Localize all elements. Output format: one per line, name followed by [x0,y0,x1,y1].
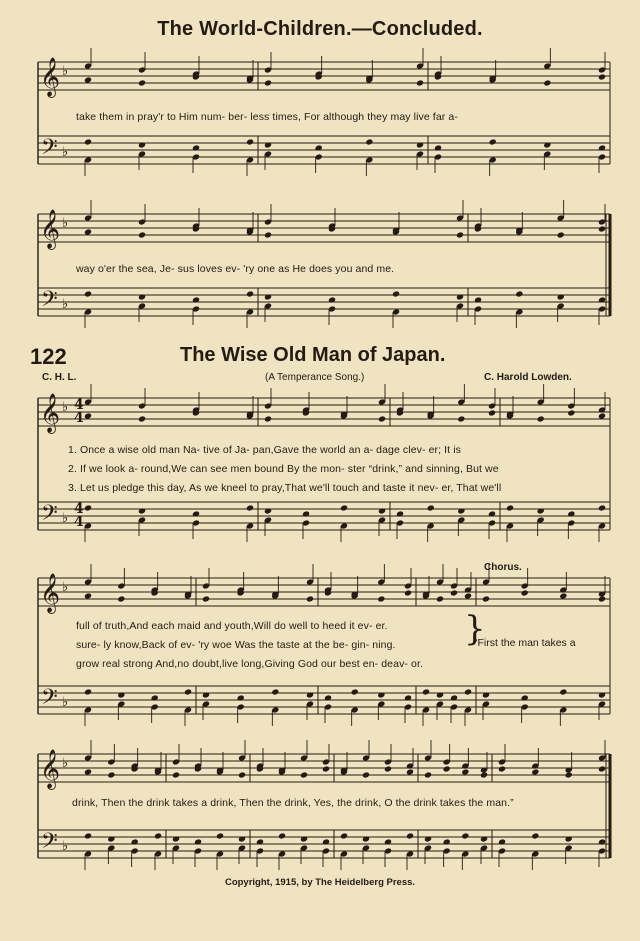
note-head [107,835,115,842]
treble-clef-icon: 𝄞 [40,749,61,789]
note-head [434,144,442,151]
treble-clef-icon: 𝄞 [40,209,61,249]
note-head [278,832,286,839]
note-head [457,507,465,514]
note-head [300,835,308,842]
note-head [264,293,272,300]
note-head [362,771,370,778]
note-head [202,691,210,698]
note-head [256,838,264,845]
note-head [264,79,272,86]
note-head [515,290,523,297]
note-head [392,290,400,297]
note-head [416,141,424,148]
note-head [340,504,348,511]
note-head [521,589,529,596]
verse-3-line-1: 3. Let us pledge this day, As we kneel to pray,That we'll touch and taste it nev- er, That we'll [68,482,502,494]
note-head [117,691,125,698]
note-head [84,592,92,599]
note-head [498,765,506,772]
note-head [151,694,159,701]
note-head [192,296,200,303]
copyright-notice: Copyright, 1915, by The Heidelberg Press. [224,877,416,888]
note-head [84,138,92,145]
note-head [461,768,469,775]
note-head [117,595,125,602]
note-head [328,296,336,303]
note-head [565,771,573,778]
note-head [537,415,545,422]
flat-icon: ♭ [62,216,69,231]
note-head [362,835,370,842]
treble-clef-icon: 𝄞 [40,573,61,613]
note-head [84,290,92,297]
note-head [138,507,146,514]
note-head [306,595,314,602]
note-head [264,415,272,422]
verse-2-line-2: sure- ly know,Back of ev- 'ry woe Was the taste at the be- gin- ning. [76,639,396,651]
note-head [84,768,92,775]
note-head [84,228,92,235]
note-head [172,835,180,842]
note-head [192,144,200,151]
flat-icon: ♭ [62,695,69,710]
flat-icon: ♭ [62,511,69,526]
note-head [138,141,146,148]
note-head [365,138,373,145]
note-head [306,691,314,698]
flat-icon: ♭ [62,400,69,415]
flat-icon: ♭ [62,756,69,771]
note-head [138,79,146,86]
flat-icon: ♭ [62,64,69,79]
note-head [264,231,272,238]
note-head [488,510,496,517]
note-head [322,838,330,845]
note-head [246,138,254,145]
note-head [202,595,210,602]
note-head [598,838,606,845]
note-head [480,771,488,778]
note-head [456,293,464,300]
note-head [559,592,567,599]
note-head [557,231,565,238]
time-signature: 4 [74,397,84,413]
note-head [271,688,279,695]
note-head [322,765,330,772]
note-head [264,507,272,514]
note-head [192,510,200,517]
note-head [427,504,435,511]
note-head [559,688,567,695]
bass-clef-icon: 𝄢 [41,685,58,715]
note-head [436,595,444,602]
note-head [216,832,224,839]
chorus-label: Chorus. [484,562,522,573]
chorus-lyric-line: drink, Then the drink takes a drink, Then the drink, Yes, the drink, O the drink takes the man.” [72,797,514,809]
note-head [598,412,606,419]
note-head [131,838,139,845]
note-head [238,835,246,842]
note-head [406,832,414,839]
note-head [264,141,272,148]
note-head [422,688,430,695]
note-head [565,835,573,842]
bass-clef-icon: 𝄢 [41,287,58,317]
note-head [84,76,92,83]
note-head [482,595,490,602]
note-head [506,504,514,511]
note-head [598,144,606,151]
note-head [246,504,254,511]
hymn-title: The Wise Old Man of Japan. [180,344,446,366]
time-signature: 4 [74,410,84,426]
note-head [474,296,482,303]
verse-brace: } [464,609,486,649]
hymn-subtitle: (A Temperance Song.) [265,372,365,383]
note-head [488,409,496,416]
note-head [531,832,539,839]
note-head [84,412,92,419]
note-head [543,79,551,86]
note-head [450,589,458,596]
composer-credit: C. Harold Lowden. [484,372,572,383]
note-head [406,768,414,775]
note-head [424,835,432,842]
note-head [378,415,386,422]
note-head [567,409,575,416]
note-head [84,504,92,511]
note-head [461,832,469,839]
note-head [238,771,246,778]
treble-clef-icon: 𝄞 [40,393,61,433]
note-head [464,688,472,695]
note-head [384,838,392,845]
note-head [154,832,162,839]
lyricist-credit: C. H. L. [42,372,77,383]
note-head [377,691,385,698]
note-head [543,141,551,148]
note-head [404,694,412,701]
note-head [436,691,444,698]
flat-icon: ♭ [62,297,69,312]
note-head [384,765,392,772]
note-head [450,694,458,701]
note-head [482,691,490,698]
note-head [416,79,424,86]
note-head [377,595,385,602]
note-head [194,838,202,845]
note-head [521,694,529,701]
note-head [324,694,332,701]
note-head [498,838,506,845]
lyric-line: way o'er the sea, Je- sus loves ev- 'ry one as He does you and me. [76,263,395,275]
note-head [378,507,386,514]
hymn-number: 122 [30,344,67,369]
verse-2-line-1: 2. If we look a- round,We can see men bound By the mon- ster “drink,” and sinning, But we [68,463,499,475]
note-head [138,415,146,422]
note-head [598,225,606,232]
note-head [340,832,348,839]
note-head [598,73,606,80]
time-signature: 4 [74,514,84,530]
note-head [315,144,323,151]
note-head [598,504,606,511]
note-head [531,768,539,775]
time-signature: 4 [74,501,84,517]
chorus-start-lyric: “First the man takes a [474,637,576,649]
note-head [138,293,146,300]
note-head [84,688,92,695]
note-head [598,765,606,772]
note-head [537,507,545,514]
note-head [443,765,451,772]
bass-clef-icon: 𝄢 [41,135,58,165]
flat-icon: ♭ [62,145,69,160]
page-title: The World-Children.—Concluded. [157,18,483,40]
verse-3-line-2: grow real strong And,no doubt,live long,Giving God our best en- deav- or. [76,658,424,670]
note-head [184,688,192,695]
lyric-line: take them in pray'r to Him num- ber- less times, For although they may live far a- [76,111,458,123]
verse-1-line-1: 1. Once a wise old man Na- tive of Ja- pan,Gave the world an a- dage clev- er; It is [68,444,461,456]
bass-clef-icon: 𝄢 [41,829,58,859]
note-head [557,293,565,300]
flat-icon: ♭ [62,580,69,595]
flat-icon: ♭ [62,839,69,854]
verse-1-line-2: full of truth,And each maid and youth,Will do well to heed it ev- er. [76,620,388,632]
note-head [351,688,359,695]
note-head [107,771,115,778]
note-head [598,296,606,303]
note-head [237,694,245,701]
note-head [404,589,412,596]
bass-clef-icon: 𝄢 [41,501,58,531]
note-head [172,771,180,778]
note-head [456,231,464,238]
note-head [457,415,465,422]
note-head [300,771,308,778]
note-head [138,231,146,238]
note-head [598,595,606,602]
note-head [598,691,606,698]
note-head [443,838,451,845]
note-head [567,510,575,517]
treble-clef-icon: 𝄞 [40,57,61,97]
note-head [424,771,432,778]
note-head [246,290,254,297]
note-head [464,592,472,599]
note-head [480,835,488,842]
note-head [302,510,310,517]
note-head [84,832,92,839]
note-head [489,138,497,145]
note-head [396,510,404,517]
